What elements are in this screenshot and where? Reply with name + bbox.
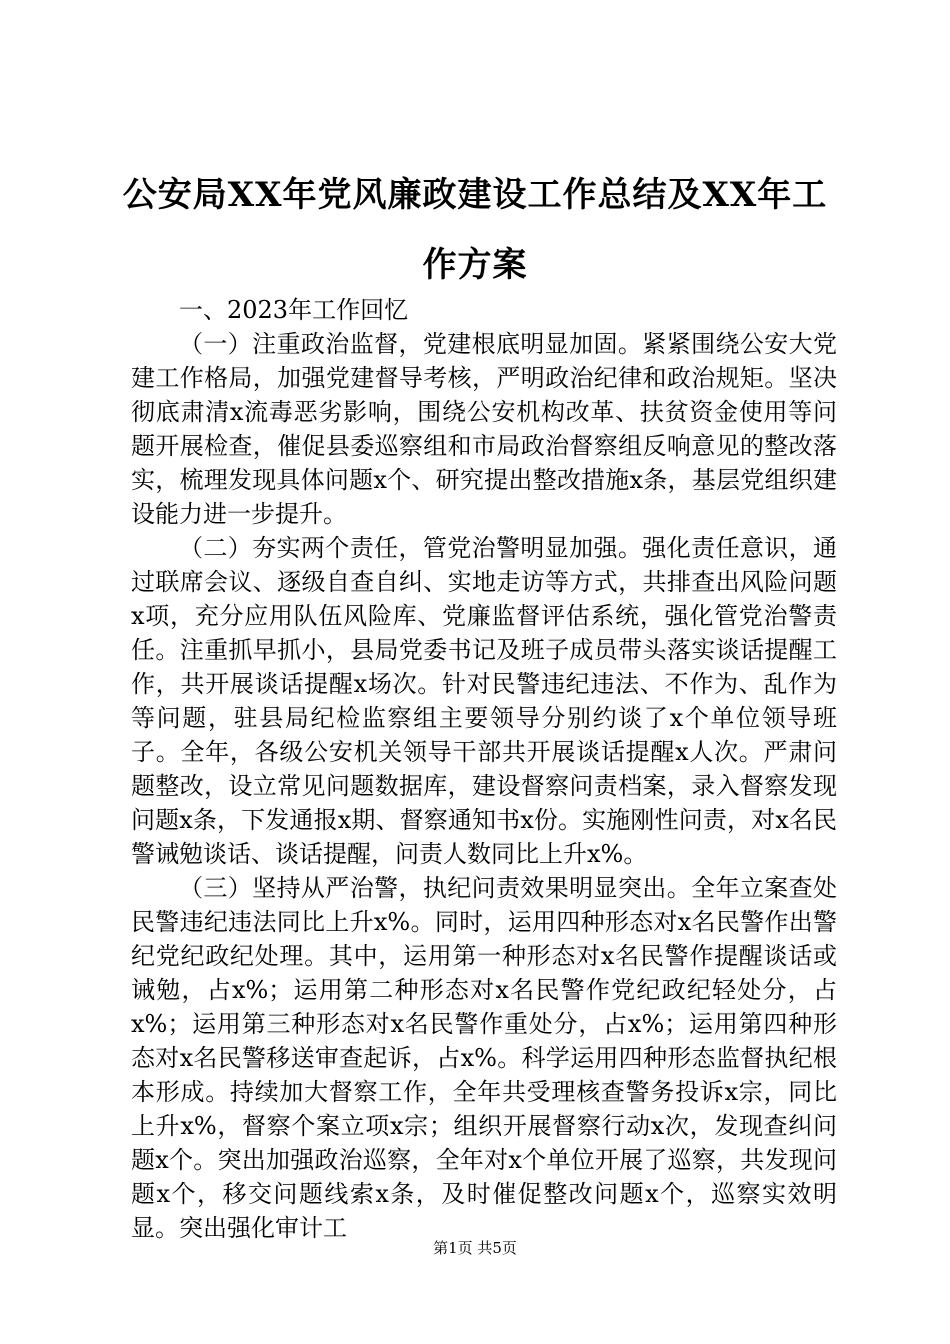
paragraph-3: （三）坚持从严治警，执纪问责效果明显突出。全年立案查处民警违纪违法同比上升x%。同时，运用四种形态对x名民警作出警纪党纪政纪处理。其中，运用第一种形态对x名民警作提醒谈话或诫勉，占x%；运用第二种形态对x名民警作党纪政纪轻处分，占x%；运用第三种形态对x名民警作重处分，占x%；运用第四种形态对x名民警移送审查起诉，占x%。科学运用四种形态监督执纪根本形成。持续加大督察工作，全年共受理核查警务投诉x宗，同比上升x%，督察个案立项x宗；组织开展督察行动x次，发现查纠问题x个。突出加强政治巡察，全年对x个单位开展了巡察，共发现问题x个，移交问题线索x条，及时催促整改问题x个，巡察实效明显。突出强化审计工 [131, 874, 837, 1242]
document-title: 公安局XX年党风廉政建设工作总结及XX年工作方案 [122, 175, 828, 285]
document-body [131, 293, 837, 1245]
paragraph-1: （一）注重政治监督，党建根底明显加固。紧紧围绕公安大党建工作格局，加强党建督导考核，严明政治纪律和政治规矩。坚决彻底肃清x流毒恶劣影响，围绕公安机构改革、扶贫资金使用等问题开展检查，催促县委巡察组和市局政治督察组反响意见的整改落实，梳理发现具体问题x个、研究提出整改措施x条，基层党组织建设能力进一步提升。 [131, 330, 837, 528]
paragraph-2: （二）夯实两个责任，管党治警明显加强。强化责任意识，通过联席会议、逐级自查自纠、实地走访等方式，共排查出风险问题x项，充分应用队伍风险库、党廉监督评估系统，强化管党治警责任。注重抓早抓小，县局党委书记及班子成员带头落实谈话提醒工作，共开展谈话提醒x场次。针对民警违纪违法、不作为、乱作为等问题，驻县局纪检监察组主要领导分别约谈了x个单位领导班子。全年，各级公安机关领导干部共开展谈话提醒x人次。严肃问题整改，设立常见问题数据库，建设督察问责档案，录入督察发现问题x条，下发通报x期、督察通知书x份。实施刚性问责，对x名民警诫勉谈话、谈话提醒，问责人数同比上升x%。 [131, 534, 837, 868]
section-heading: 一、2023年工作回忆 [179, 296, 409, 324]
page-footer: 第1页 共5页 [433, 1239, 517, 1257]
